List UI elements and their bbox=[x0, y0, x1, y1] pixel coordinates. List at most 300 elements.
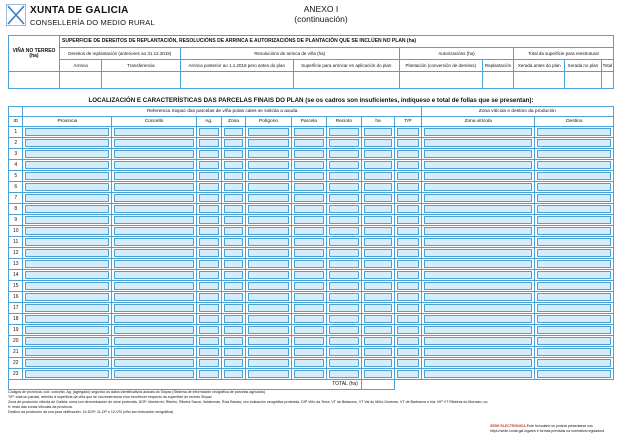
cell-input[interactable] bbox=[246, 138, 291, 149]
input-field[interactable] bbox=[25, 227, 109, 235]
cell-input[interactable] bbox=[291, 193, 326, 204]
input-field[interactable] bbox=[397, 183, 419, 191]
input-field[interactable] bbox=[199, 172, 219, 180]
cell-input[interactable] bbox=[535, 204, 614, 215]
input-field[interactable] bbox=[199, 348, 219, 356]
cell-input[interactable] bbox=[421, 314, 535, 325]
input-field[interactable] bbox=[537, 216, 611, 224]
cell-input[interactable] bbox=[395, 292, 422, 303]
input-field[interactable] bbox=[224, 359, 244, 367]
input-field[interactable] bbox=[397, 337, 419, 345]
cell-input[interactable] bbox=[326, 259, 361, 270]
input-field[interactable] bbox=[329, 271, 359, 279]
cell-input[interactable] bbox=[291, 226, 326, 237]
input-field[interactable] bbox=[248, 326, 288, 334]
input-field[interactable] bbox=[397, 205, 419, 213]
input-field[interactable] bbox=[199, 139, 219, 147]
cell-input[interactable] bbox=[196, 292, 221, 303]
cell-input[interactable] bbox=[246, 325, 291, 336]
input-field[interactable] bbox=[25, 282, 109, 290]
input-field[interactable] bbox=[248, 238, 288, 246]
input-field[interactable] bbox=[248, 271, 288, 279]
cell-input[interactable] bbox=[535, 149, 614, 160]
cell-input[interactable] bbox=[361, 193, 394, 204]
input-field[interactable] bbox=[224, 337, 244, 345]
cell-input[interactable] bbox=[326, 270, 361, 281]
cell-input[interactable] bbox=[291, 336, 326, 347]
input-field[interactable] bbox=[199, 304, 219, 312]
cell-input[interactable] bbox=[291, 347, 326, 358]
input-field[interactable] bbox=[25, 161, 109, 169]
input-field[interactable] bbox=[424, 227, 533, 235]
input-field[interactable] bbox=[537, 238, 611, 246]
input-field[interactable] bbox=[537, 359, 611, 367]
input-field[interactable] bbox=[248, 150, 288, 158]
cell-input[interactable] bbox=[196, 193, 221, 204]
input-field[interactable] bbox=[397, 326, 419, 334]
input-field[interactable] bbox=[329, 282, 359, 290]
input-field[interactable] bbox=[294, 238, 324, 246]
cell-input[interactable] bbox=[535, 226, 614, 237]
cell-input[interactable] bbox=[326, 204, 361, 215]
cell-input[interactable] bbox=[196, 127, 221, 138]
input-field[interactable] bbox=[248, 293, 288, 301]
input-field[interactable] bbox=[294, 183, 324, 191]
cell-input[interactable] bbox=[112, 160, 197, 171]
cell-input[interactable] bbox=[221, 259, 246, 270]
input-field[interactable] bbox=[294, 216, 324, 224]
input-field[interactable] bbox=[364, 238, 392, 246]
input-field[interactable] bbox=[537, 370, 611, 378]
input-field[interactable] bbox=[248, 205, 288, 213]
input-arrinca-post[interactable] bbox=[180, 72, 293, 89]
cell-input[interactable] bbox=[395, 325, 422, 336]
input-field[interactable] bbox=[114, 293, 194, 301]
cell-input[interactable] bbox=[395, 237, 422, 248]
input-field[interactable] bbox=[114, 172, 194, 180]
input-field[interactable] bbox=[114, 216, 194, 224]
cell-input[interactable] bbox=[291, 248, 326, 259]
input-field[interactable] bbox=[248, 359, 288, 367]
input-field[interactable] bbox=[25, 150, 109, 158]
cell-input[interactable] bbox=[196, 358, 221, 369]
input-field[interactable] bbox=[364, 128, 392, 136]
input-field[interactable] bbox=[537, 282, 611, 290]
input-field[interactable] bbox=[329, 172, 359, 180]
cell-input[interactable] bbox=[535, 358, 614, 369]
cell-input[interactable] bbox=[535, 281, 614, 292]
input-field[interactable] bbox=[224, 304, 244, 312]
input-field[interactable] bbox=[199, 337, 219, 345]
input-field[interactable] bbox=[248, 304, 288, 312]
cell-input[interactable] bbox=[196, 204, 221, 215]
cell-input[interactable] bbox=[291, 325, 326, 336]
cell-input[interactable] bbox=[421, 226, 535, 237]
cell-input[interactable] bbox=[361, 149, 394, 160]
input-field[interactable] bbox=[224, 326, 244, 334]
cell-input[interactable] bbox=[23, 347, 112, 358]
cell-input[interactable] bbox=[196, 226, 221, 237]
input-field[interactable] bbox=[294, 348, 324, 356]
input-field[interactable] bbox=[329, 139, 359, 147]
cell-input[interactable] bbox=[112, 215, 197, 226]
input-field[interactable] bbox=[294, 337, 324, 345]
input-field[interactable] bbox=[537, 348, 611, 356]
input-field[interactable] bbox=[25, 183, 109, 191]
cell-input[interactable] bbox=[361, 127, 394, 138]
input-field[interactable] bbox=[364, 161, 392, 169]
input-field[interactable] bbox=[294, 271, 324, 279]
input-field[interactable] bbox=[25, 128, 109, 136]
cell-input[interactable] bbox=[421, 215, 535, 226]
input-field[interactable] bbox=[537, 183, 611, 191]
input-field[interactable] bbox=[25, 293, 109, 301]
input-field[interactable] bbox=[199, 293, 219, 301]
cell-input[interactable] bbox=[221, 369, 246, 380]
cell-input[interactable] bbox=[395, 314, 422, 325]
input-field[interactable] bbox=[114, 348, 194, 356]
total-value[interactable] bbox=[361, 380, 394, 390]
input-field[interactable] bbox=[294, 128, 324, 136]
input-field[interactable] bbox=[294, 161, 324, 169]
cell-input[interactable] bbox=[246, 314, 291, 325]
input-field[interactable] bbox=[364, 271, 392, 279]
input-vina[interactable] bbox=[9, 72, 60, 89]
cell-input[interactable] bbox=[326, 303, 361, 314]
cell-input[interactable] bbox=[23, 270, 112, 281]
input-replantation[interactable] bbox=[482, 72, 514, 89]
cell-input[interactable] bbox=[221, 248, 246, 259]
cell-input[interactable] bbox=[395, 182, 422, 193]
cell-input[interactable] bbox=[421, 204, 535, 215]
input-field[interactable] bbox=[248, 260, 288, 268]
cell-input[interactable] bbox=[23, 325, 112, 336]
cell-input[interactable] bbox=[326, 215, 361, 226]
cell-input[interactable] bbox=[361, 215, 394, 226]
input-field[interactable] bbox=[224, 172, 244, 180]
cell-input[interactable] bbox=[196, 303, 221, 314]
input-field[interactable] bbox=[224, 238, 244, 246]
input-field[interactable] bbox=[424, 315, 533, 323]
input-field[interactable] bbox=[424, 370, 533, 378]
cell-input[interactable] bbox=[23, 314, 112, 325]
cell-input[interactable] bbox=[535, 347, 614, 358]
cell-input[interactable] bbox=[23, 259, 112, 270]
cell-input[interactable] bbox=[395, 336, 422, 347]
cell-input[interactable] bbox=[421, 237, 535, 248]
cell-input[interactable] bbox=[535, 369, 614, 380]
cell-input[interactable] bbox=[326, 347, 361, 358]
cell-input[interactable] bbox=[221, 270, 246, 281]
cell-input[interactable] bbox=[112, 325, 197, 336]
cell-input[interactable] bbox=[196, 149, 221, 160]
input-field[interactable] bbox=[364, 227, 392, 235]
input-field[interactable] bbox=[424, 150, 533, 158]
cell-input[interactable] bbox=[291, 182, 326, 193]
cell-input[interactable] bbox=[246, 127, 291, 138]
input-field[interactable] bbox=[199, 249, 219, 257]
input-transferencia[interactable] bbox=[102, 72, 180, 89]
input-field[interactable] bbox=[537, 227, 611, 235]
cell-input[interactable] bbox=[291, 160, 326, 171]
input-field[interactable] bbox=[114, 238, 194, 246]
cell-input[interactable] bbox=[421, 358, 535, 369]
cell-input[interactable] bbox=[291, 215, 326, 226]
input-field[interactable] bbox=[537, 194, 611, 202]
input-field[interactable] bbox=[224, 161, 244, 169]
cell-input[interactable] bbox=[23, 303, 112, 314]
input-field[interactable] bbox=[397, 227, 419, 235]
cell-input[interactable] bbox=[246, 149, 291, 160]
cell-input[interactable] bbox=[246, 347, 291, 358]
input-field[interactable] bbox=[114, 194, 194, 202]
input-field[interactable] bbox=[329, 238, 359, 246]
cell-input[interactable] bbox=[535, 237, 614, 248]
cell-input[interactable] bbox=[361, 226, 394, 237]
input-field[interactable] bbox=[537, 161, 611, 169]
cell-input[interactable] bbox=[196, 281, 221, 292]
cell-input[interactable] bbox=[326, 292, 361, 303]
cell-input[interactable] bbox=[535, 314, 614, 325]
input-field[interactable] bbox=[25, 260, 109, 268]
input-field[interactable] bbox=[294, 205, 324, 213]
cell-input[interactable] bbox=[23, 369, 112, 380]
input-field[interactable] bbox=[424, 139, 533, 147]
input-field[interactable] bbox=[199, 282, 219, 290]
cell-input[interactable] bbox=[112, 347, 197, 358]
cell-input[interactable] bbox=[23, 204, 112, 215]
input-field[interactable] bbox=[199, 161, 219, 169]
input-field[interactable] bbox=[364, 205, 392, 213]
input-field[interactable] bbox=[329, 161, 359, 169]
input-field[interactable] bbox=[25, 139, 109, 147]
cell-input[interactable] bbox=[23, 358, 112, 369]
input-field[interactable] bbox=[294, 304, 324, 312]
cell-input[interactable] bbox=[326, 281, 361, 292]
input-field[interactable] bbox=[364, 359, 392, 367]
cell-input[interactable] bbox=[23, 292, 112, 303]
cell-input[interactable] bbox=[112, 270, 197, 281]
cell-input[interactable] bbox=[361, 281, 394, 292]
cell-input[interactable] bbox=[421, 193, 535, 204]
cell-input[interactable] bbox=[221, 138, 246, 149]
input-field[interactable] bbox=[114, 304, 194, 312]
input-field[interactable] bbox=[199, 326, 219, 334]
cell-input[interactable] bbox=[23, 226, 112, 237]
cell-input[interactable] bbox=[221, 127, 246, 138]
cell-input[interactable] bbox=[23, 281, 112, 292]
input-field[interactable] bbox=[537, 293, 611, 301]
cell-input[interactable] bbox=[421, 270, 535, 281]
input-field[interactable] bbox=[294, 293, 324, 301]
cell-input[interactable] bbox=[23, 127, 112, 138]
input-field[interactable] bbox=[199, 315, 219, 323]
input-field[interactable] bbox=[224, 293, 244, 301]
input-field[interactable] bbox=[329, 315, 359, 323]
input-field[interactable] bbox=[424, 161, 533, 169]
cell-input[interactable] bbox=[23, 193, 112, 204]
cell-input[interactable] bbox=[23, 171, 112, 182]
cell-input[interactable] bbox=[112, 193, 197, 204]
cell-input[interactable] bbox=[196, 347, 221, 358]
cell-input[interactable] bbox=[23, 160, 112, 171]
cell-input[interactable] bbox=[395, 270, 422, 281]
cell-input[interactable] bbox=[196, 270, 221, 281]
cell-input[interactable] bbox=[535, 182, 614, 193]
input-field[interactable] bbox=[329, 128, 359, 136]
cell-input[interactable] bbox=[421, 369, 535, 380]
input-field[interactable] bbox=[364, 216, 392, 224]
input-field[interactable] bbox=[397, 238, 419, 246]
input-field[interactable] bbox=[424, 293, 533, 301]
cell-input[interactable] bbox=[291, 281, 326, 292]
input-field[interactable] bbox=[329, 370, 359, 378]
input-field[interactable] bbox=[329, 260, 359, 268]
cell-input[interactable] bbox=[421, 281, 535, 292]
input-field[interactable] bbox=[397, 304, 419, 312]
cell-input[interactable] bbox=[395, 358, 422, 369]
input-field[interactable] bbox=[537, 260, 611, 268]
input-field[interactable] bbox=[114, 128, 194, 136]
cell-input[interactable] bbox=[196, 336, 221, 347]
cell-input[interactable] bbox=[421, 182, 535, 193]
input-field[interactable] bbox=[199, 150, 219, 158]
cell-input[interactable] bbox=[112, 259, 197, 270]
input-field[interactable] bbox=[329, 337, 359, 345]
cell-input[interactable] bbox=[196, 182, 221, 193]
cell-input[interactable] bbox=[326, 149, 361, 160]
cell-input[interactable] bbox=[196, 215, 221, 226]
cell-input[interactable] bbox=[246, 369, 291, 380]
cell-input[interactable] bbox=[291, 237, 326, 248]
cell-input[interactable] bbox=[112, 248, 197, 259]
input-field[interactable] bbox=[294, 194, 324, 202]
input-field[interactable] bbox=[424, 271, 533, 279]
input-field[interactable] bbox=[397, 139, 419, 147]
cell-input[interactable] bbox=[246, 226, 291, 237]
cell-input[interactable] bbox=[535, 292, 614, 303]
cell-input[interactable] bbox=[221, 281, 246, 292]
cell-input[interactable] bbox=[395, 347, 422, 358]
cell-input[interactable] bbox=[23, 248, 112, 259]
cell-input[interactable] bbox=[421, 171, 535, 182]
cell-input[interactable] bbox=[361, 248, 394, 259]
input-field[interactable] bbox=[329, 183, 359, 191]
cell-input[interactable] bbox=[291, 358, 326, 369]
cell-input[interactable] bbox=[535, 325, 614, 336]
cell-input[interactable] bbox=[361, 358, 394, 369]
cell-input[interactable] bbox=[291, 303, 326, 314]
input-field[interactable] bbox=[364, 326, 392, 334]
input-field[interactable] bbox=[397, 216, 419, 224]
input-field[interactable] bbox=[537, 337, 611, 345]
cell-input[interactable] bbox=[221, 336, 246, 347]
input-field[interactable] bbox=[537, 249, 611, 257]
input-field[interactable] bbox=[114, 271, 194, 279]
input-field[interactable] bbox=[224, 282, 244, 290]
cell-input[interactable] bbox=[326, 226, 361, 237]
cell-input[interactable] bbox=[221, 171, 246, 182]
input-field[interactable] bbox=[424, 282, 533, 290]
input-field[interactable] bbox=[114, 183, 194, 191]
input-total[interactable] bbox=[601, 72, 613, 89]
input-field[interactable] bbox=[329, 304, 359, 312]
input-field[interactable] bbox=[364, 260, 392, 268]
input-field[interactable] bbox=[329, 205, 359, 213]
input-field[interactable] bbox=[424, 249, 533, 257]
input-field[interactable] bbox=[199, 205, 219, 213]
cell-input[interactable] bbox=[535, 336, 614, 347]
cell-input[interactable] bbox=[395, 259, 422, 270]
input-field[interactable] bbox=[329, 194, 359, 202]
input-field[interactable] bbox=[199, 260, 219, 268]
input-field[interactable] bbox=[224, 216, 244, 224]
input-field[interactable] bbox=[364, 282, 392, 290]
input-field[interactable] bbox=[248, 172, 288, 180]
cell-input[interactable] bbox=[395, 160, 422, 171]
cell-input[interactable] bbox=[535, 171, 614, 182]
input-field[interactable] bbox=[424, 260, 533, 268]
cell-input[interactable] bbox=[535, 248, 614, 259]
cell-input[interactable] bbox=[421, 160, 535, 171]
cell-input[interactable] bbox=[246, 336, 291, 347]
cell-input[interactable] bbox=[535, 303, 614, 314]
input-field[interactable] bbox=[424, 216, 533, 224]
cell-input[interactable] bbox=[421, 259, 535, 270]
cell-input[interactable] bbox=[421, 127, 535, 138]
input-field[interactable] bbox=[114, 370, 194, 378]
input-field[interactable] bbox=[199, 271, 219, 279]
cell-input[interactable] bbox=[535, 259, 614, 270]
cell-input[interactable] bbox=[246, 270, 291, 281]
cell-input[interactable] bbox=[395, 171, 422, 182]
input-field[interactable] bbox=[224, 370, 244, 378]
input-field[interactable] bbox=[537, 304, 611, 312]
cell-input[interactable] bbox=[395, 204, 422, 215]
cell-input[interactable] bbox=[112, 369, 197, 380]
cell-input[interactable] bbox=[291, 259, 326, 270]
cell-input[interactable] bbox=[421, 138, 535, 149]
input-field[interactable] bbox=[397, 359, 419, 367]
cell-input[interactable] bbox=[326, 314, 361, 325]
input-field[interactable] bbox=[364, 194, 392, 202]
input-field[interactable] bbox=[397, 172, 419, 180]
cell-input[interactable] bbox=[112, 358, 197, 369]
cell-input[interactable] bbox=[196, 325, 221, 336]
input-field[interactable] bbox=[424, 183, 533, 191]
cell-input[interactable] bbox=[291, 292, 326, 303]
cell-input[interactable] bbox=[221, 358, 246, 369]
cell-input[interactable] bbox=[535, 193, 614, 204]
input-field[interactable] bbox=[114, 337, 194, 345]
cell-input[interactable] bbox=[221, 237, 246, 248]
input-field[interactable] bbox=[114, 139, 194, 147]
cell-input[interactable] bbox=[361, 325, 394, 336]
cell-input[interactable] bbox=[421, 325, 535, 336]
cell-input[interactable] bbox=[112, 303, 197, 314]
cell-input[interactable] bbox=[326, 336, 361, 347]
input-field[interactable] bbox=[329, 227, 359, 235]
cell-input[interactable] bbox=[361, 347, 394, 358]
input-field[interactable] bbox=[329, 359, 359, 367]
input-field[interactable] bbox=[537, 326, 611, 334]
input-field[interactable] bbox=[114, 150, 194, 158]
cell-input[interactable] bbox=[112, 127, 197, 138]
cell-input[interactable] bbox=[246, 303, 291, 314]
cell-input[interactable] bbox=[196, 259, 221, 270]
footer-url[interactable]: https://sede.xunta.gal bbox=[490, 428, 524, 433]
cell-input[interactable] bbox=[361, 204, 394, 215]
